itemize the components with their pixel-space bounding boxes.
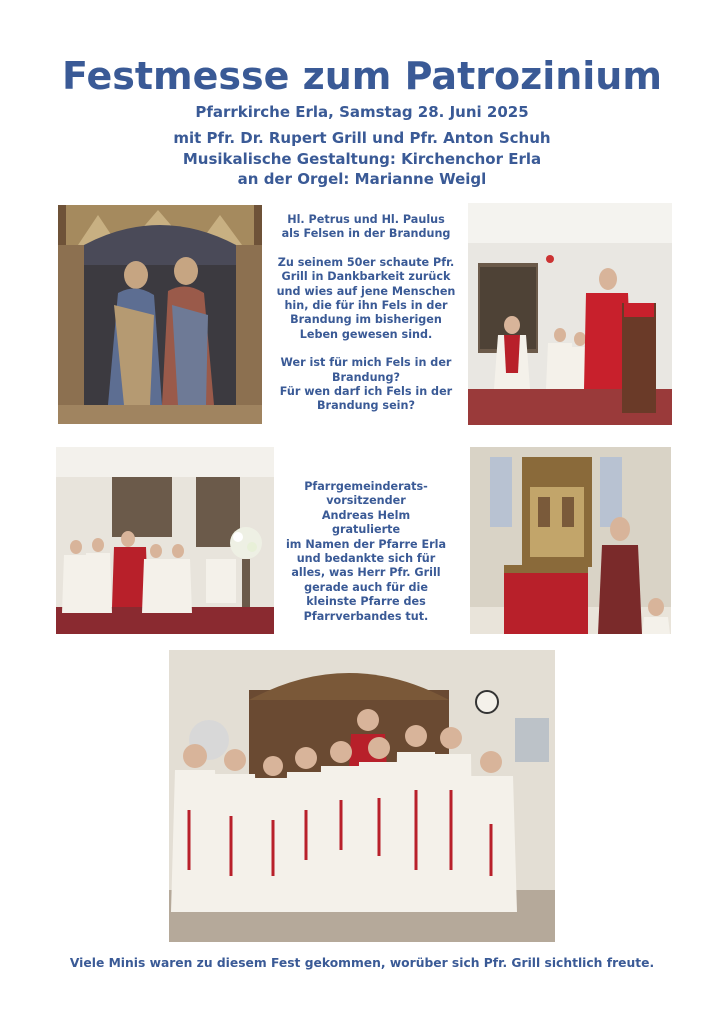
caption-line: vorsitzender: [326, 494, 406, 508]
caption-line: hin, die für ihn Fels in der: [284, 299, 448, 313]
caption-line: kleinste Pfarre des: [306, 595, 426, 609]
event-location-date: Pfarrkirche Erla, Samstag 28. Juni 2025: [195, 103, 529, 121]
caption-line: alles, was Herr Pfr. Grill: [291, 566, 441, 580]
caption-line: Brandung sein?: [317, 399, 415, 413]
caption-line: Andreas Helm: [321, 508, 411, 522]
caption-line: Zu seinem 50er schaute Pfr.: [277, 255, 455, 269]
photo-altar-servers-seated: [56, 447, 274, 634]
caption-congratulation: [272, 480, 460, 624]
caption-line: gratulierte: [331, 523, 401, 537]
photo-speaker: [470, 447, 671, 634]
caption-peter-paul: [272, 213, 460, 414]
celebrants-line: mit Pfr. Dr. Rupert Grill und Pfr. Anton Schuh: [173, 129, 551, 147]
photo-sermon: [468, 203, 672, 425]
caption-line: im Namen der Pfarre Erla: [285, 537, 447, 551]
caption-line: und bedankte sich für: [296, 552, 436, 566]
organ-line: an der Orgel: Marianne Weigl: [237, 170, 487, 188]
caption-line: Leben gewesen sind.: [299, 327, 433, 341]
footer-caption: Viele Minis waren zu diesem Fest gekommen, worüber sich Pfr. Grill sichtlich freute.: [69, 956, 655, 970]
caption-line: Pfarrverbandes tut.: [303, 609, 429, 623]
photo-group-altar-servers: [169, 650, 555, 942]
photo-altar-peter-paul: [58, 205, 262, 424]
caption-line: als Felsen in der Brandung: [281, 227, 451, 241]
caption-line: Grill in Dankbarkeit zurück: [281, 270, 451, 284]
caption-line: Brandung?: [332, 370, 400, 384]
caption-line: Pfarrgemeinderats-: [304, 480, 428, 493]
music-line: Musikalische Gestaltung: Kirchenchor Erla: [182, 150, 542, 168]
caption-line: gerade auch für die: [304, 580, 428, 594]
page-title: Festmesse zum Patrozinium: [62, 54, 662, 98]
caption-line: Brandung im bisherigen: [290, 313, 442, 327]
caption-line: Hl. Petrus und Hl. Paulus: [287, 213, 445, 226]
caption-line: Für wen darf ich Fels in der: [279, 385, 453, 399]
caption-line: und wies auf jene Menschen: [276, 284, 456, 298]
caption-line: Wer ist für mich Fels in der: [280, 356, 452, 370]
